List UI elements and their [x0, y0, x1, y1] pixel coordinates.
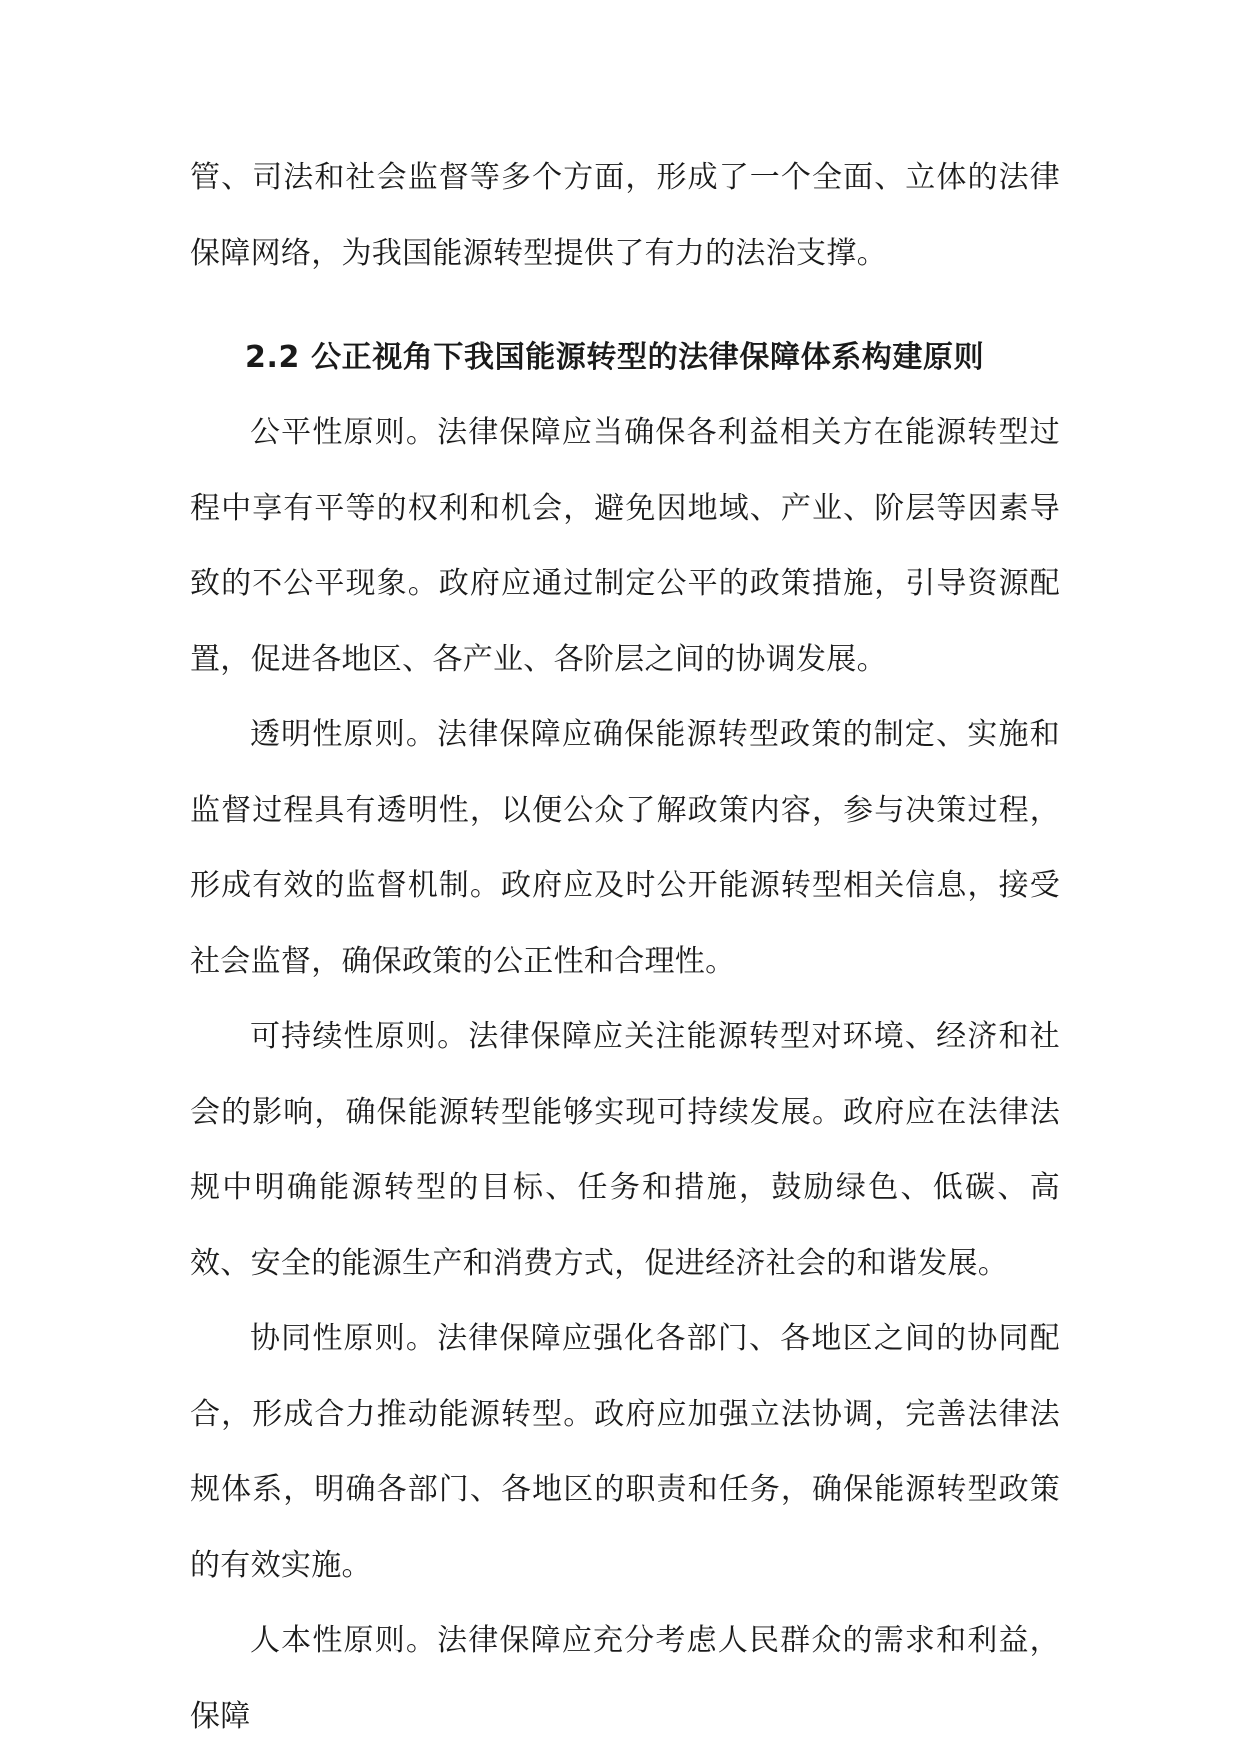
- paragraph-continuation: 管、司法和社会监督等多个方面，形成了一个全面、立体的法律保障网络，为我国能源转型提供了有力的法治支撑。: [190, 160, 1060, 271]
- document-body: [190, 140, 1060, 1754]
- paragraph-sustainability-principle: 可持续性原则。法律保障应关注能源转型对环境、经济和社会的影响，确保能源转型能够实现可持续发展。政府应在法律法规中明确能源转型的目标、任务和措施，鼓励绿色、低碳、高效、安全的能源生产和消费方式，促进经济社会的和谐发展。: [190, 1019, 1060, 1281]
- paragraph-people-oriented-principle: 人本性原则。法律保障应充分考虑人民群众的需求和利益，保障: [190, 1623, 1060, 1734]
- paragraph-transparency-principle: 透明性原则。法律保障应确保能源转型政策的制定、实施和监督过程具有透明性，以便公众了解政策内容，参与决策过程，形成有效的监督机制。政府应及时公开能源转型相关信息，接受社会监督，确保政策的公正性和合理性。: [190, 717, 1060, 979]
- paragraph-coordination-principle: 协同性原则。法律保障应强化各部门、各地区之间的协同配合，形成合力推动能源转型。政府应加强立法协调，完善法律法规体系，明确各部门、各地区的职责和任务，确保能源转型政策的有效实施。: [190, 1321, 1060, 1583]
- section-heading: 2.2 公正视角下我国能源转型的法律保障体系构建原则: [245, 340, 985, 375]
- paragraph-fairness-principle: 公平性原则。法律保障应当确保各利益相关方在能源转型过程中享有平等的权利和机会，避免因地域、产业、阶层等因素导致的不公平现象。政府应通过制定公平的政策措施，引导资源配置，促进各地区、各产业、各阶层之间的协调发展。: [190, 415, 1060, 677]
